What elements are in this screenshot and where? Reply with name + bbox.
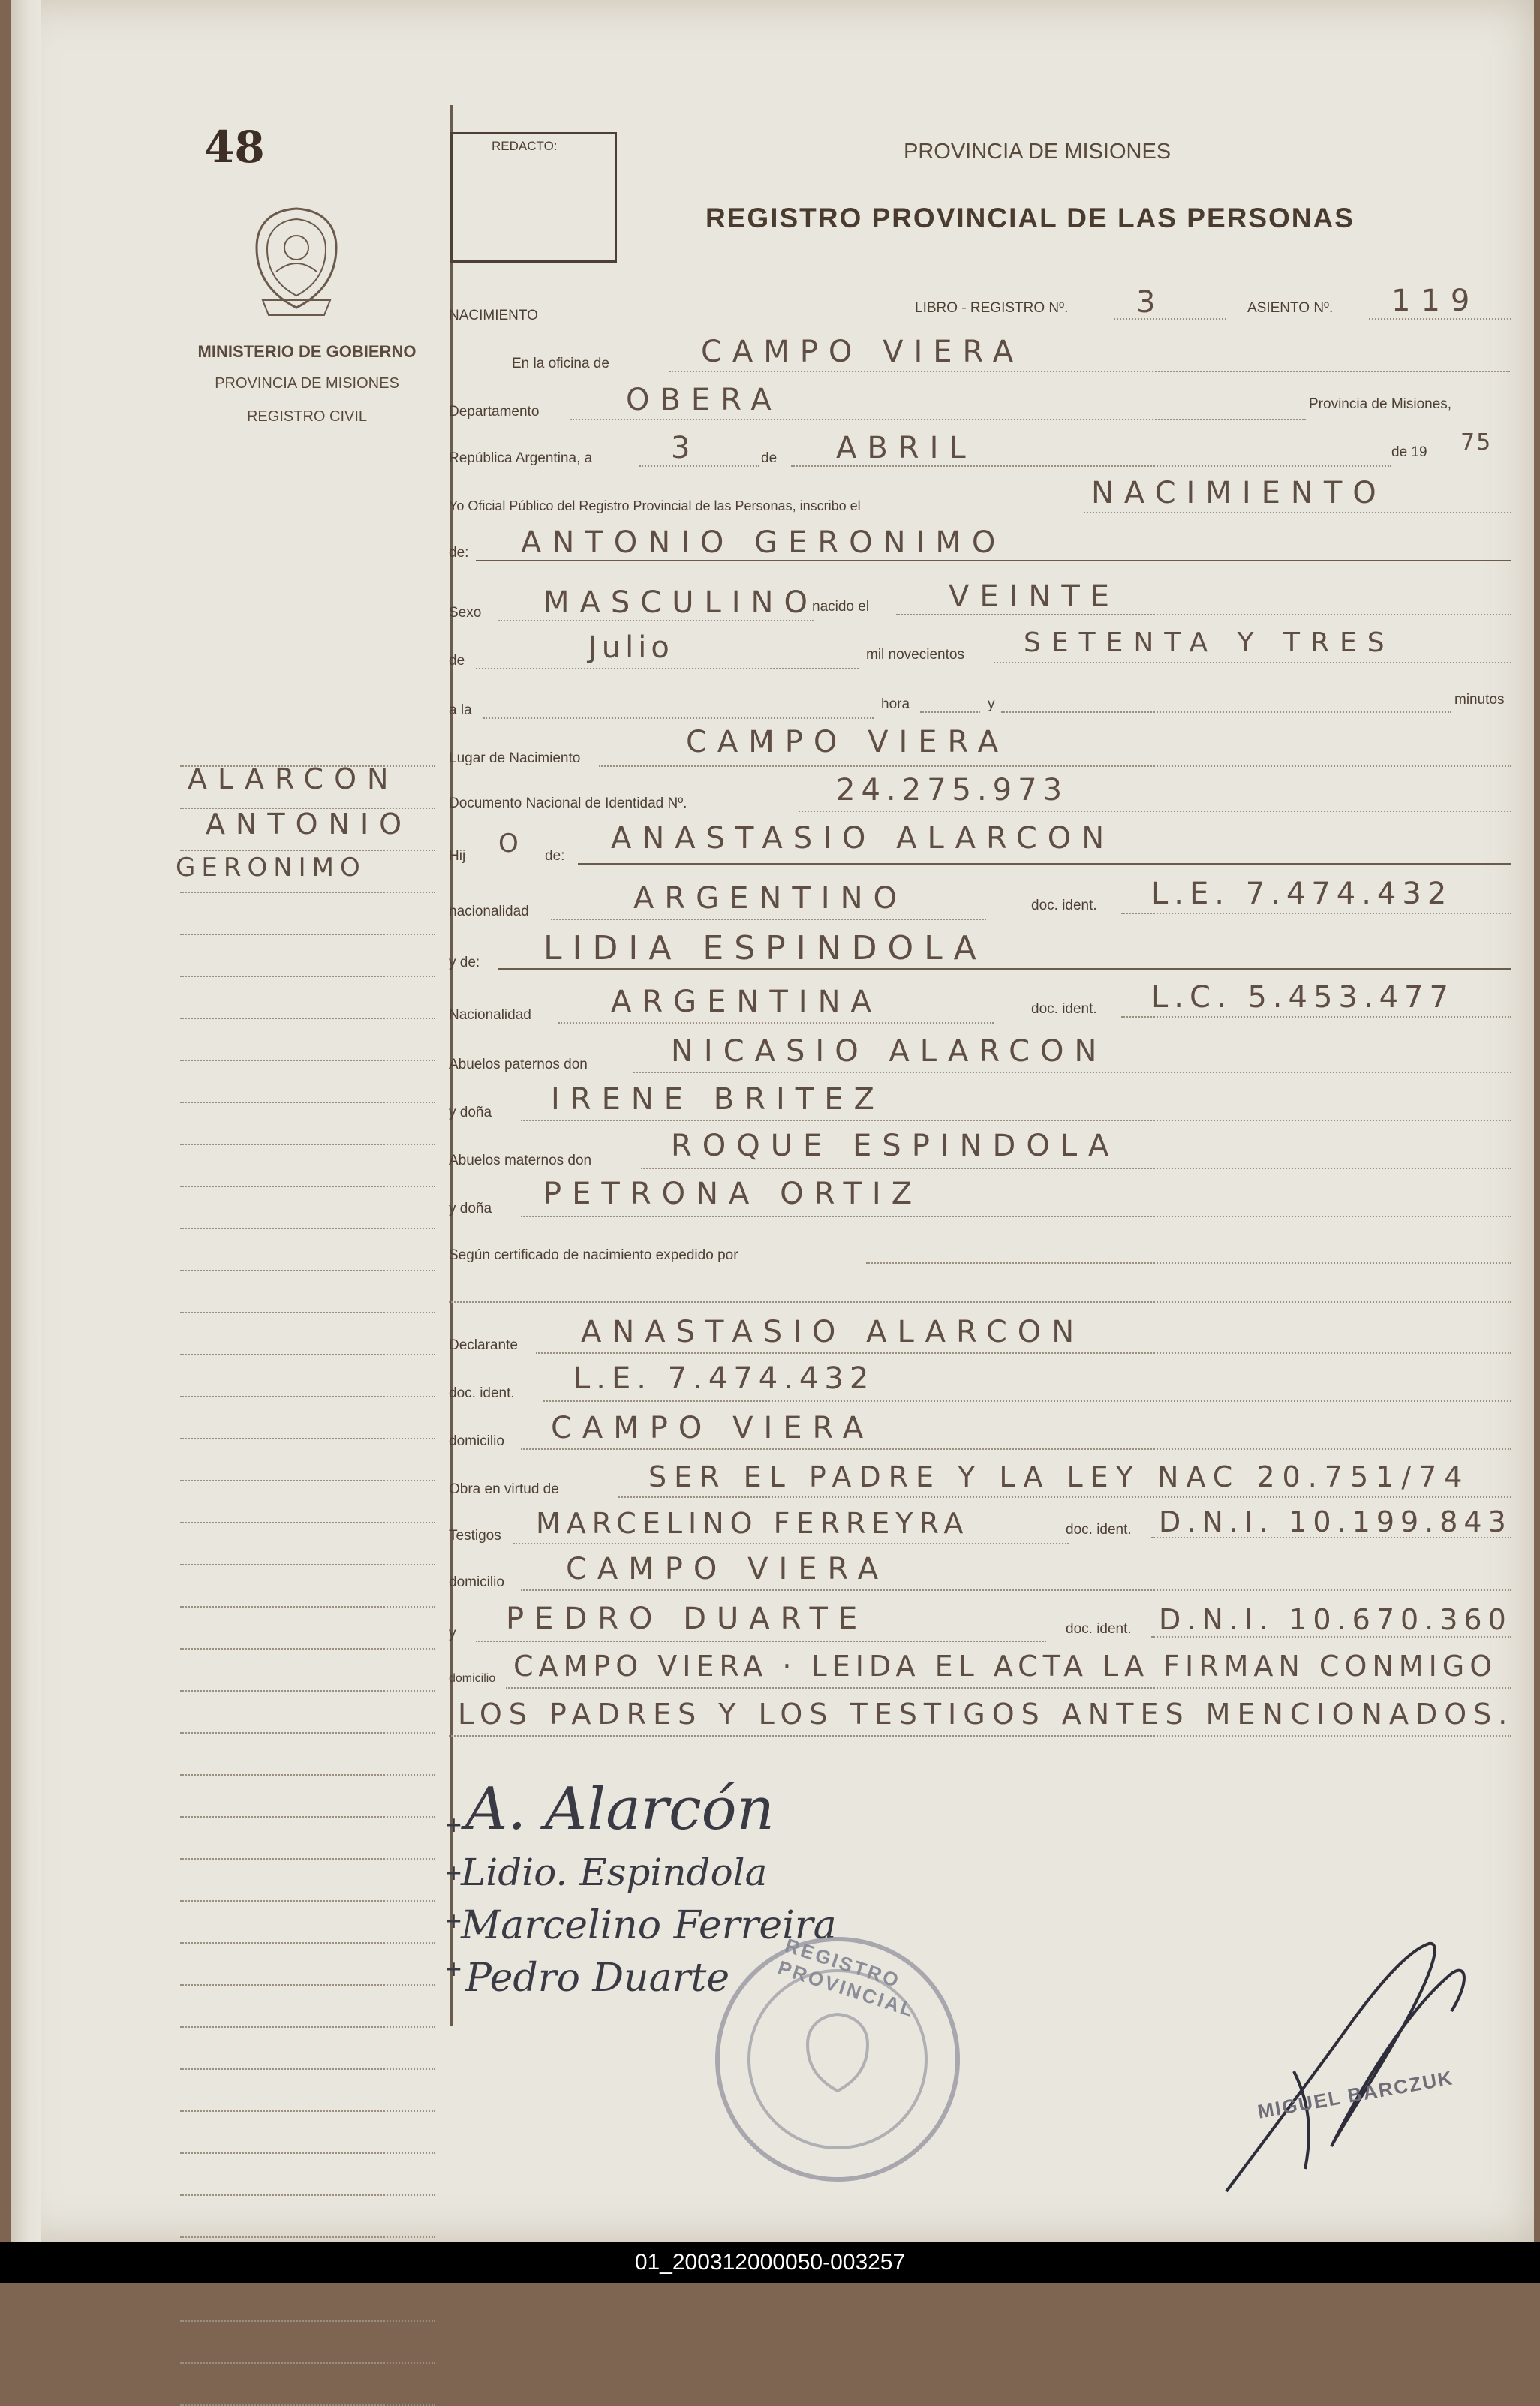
margin-ruled-line [180, 892, 435, 893]
republica-label: República Argentina, a [449, 450, 593, 466]
asiento-value: 119 [1391, 284, 1481, 318]
de-label: de [761, 450, 778, 466]
domicilio-label-3: domicilio [449, 1672, 496, 1685]
departamento-value: OBERA [626, 383, 782, 417]
oficina-label: En la oficina de [512, 356, 609, 371]
margin-note-line: ANTONIO [206, 808, 413, 841]
margin-note-line: GERONIMO [176, 853, 366, 883]
provincia-label: Provincia de Misiones, [1309, 396, 1452, 412]
nacido-label: nacido el [812, 599, 870, 615]
signature-3: Marcelino Ferreira [461, 1903, 837, 1948]
departamento-label: Departamento [449, 404, 540, 420]
libro-value: 3 [1136, 285, 1166, 320]
lugar-value: CAMPO VIERA [686, 725, 1009, 759]
margin-ruled-line [180, 1816, 435, 1818]
testigo1-doc: D.N.I. 10.199.843 [1159, 1505, 1512, 1538]
a-la-label: a la [449, 702, 472, 718]
round-stamp-text: REGISTRO PROVINCIAL [775, 1933, 919, 2022]
margin-ruled-line [180, 808, 435, 809]
year-value: 75 [1460, 429, 1493, 456]
hijo-de-label: de: [545, 848, 565, 864]
signature-marks: + + + + [446, 1809, 462, 1984]
margin-ruled-line [180, 1396, 435, 1397]
margin-ruled-line [180, 1270, 435, 1271]
oficina-value: CAMPO VIERA [701, 335, 1024, 369]
year-label: de 19 [1391, 444, 1427, 460]
margin-ruled-line [180, 1648, 435, 1650]
domicilio-label-2: domicilio [449, 1574, 504, 1590]
margin-ruled-line [180, 1060, 435, 1061]
father-nationality: ARGENTINO [633, 881, 907, 916]
official-signature [1181, 1921, 1496, 2206]
segun-label: Según certificado de nacimiento expedido por [449, 1247, 738, 1263]
margin-ruled-line [180, 1102, 435, 1103]
declarante-doc-label: doc. ident. [449, 1385, 515, 1401]
y-test-label: y [449, 1626, 456, 1641]
redacto-label: REDACTO: [492, 139, 558, 153]
y-dona-label-2: y doña [449, 1201, 492, 1217]
left-province-label: PROVINCIA DE MISIONES [215, 375, 399, 392]
minutos-label: minutos [1454, 692, 1505, 708]
declarante-value: ANASTASIO ALARCON [581, 1315, 1085, 1349]
mother-name: LIDIA ESPINDOLA [543, 929, 987, 967]
margin-ruled-line [180, 2026, 435, 2028]
father-name: ANASTASIO ALARCON [611, 821, 1115, 856]
coat-of-arms-icon [240, 203, 353, 323]
margin-ruled-line [180, 976, 435, 977]
dni-label: Documento Nacional de Identidad Nº. [449, 795, 687, 811]
doc-ident-label-2: doc. ident. [1031, 1001, 1097, 1017]
y-label: y [988, 696, 995, 712]
signature-4: Pedro Duarte [465, 1956, 730, 2001]
margin-ruled-line [180, 1186, 435, 1187]
libro-label: LIBRO - REGISTRO Nº. [915, 300, 1069, 316]
domicilio-label: domicilio [449, 1433, 504, 1449]
image-id-footer: 01_200312000050-003257 [0, 2242, 1540, 2283]
header-title: REGISTRO PROVINCIAL DE LAS PERSONAS [705, 203, 1355, 233]
mother-doc: L.C. 5.453.477 [1151, 980, 1454, 1015]
obra-value: SER EL PADRE Y LA LEY NAC 20.751/74 [648, 1460, 1470, 1493]
obra-label: Obra en virtud de [449, 1481, 559, 1497]
closing-line: LOS PADRES Y LOS TESTIGOS ANTES MENCIONADOS. [458, 1698, 1514, 1731]
margin-ruled-line [180, 1144, 435, 1145]
page-spine [11, 0, 41, 2242]
abuelos-maternos-label: Abuelos maternos don [449, 1153, 592, 1168]
maternal-grandmother: PETRONA ORTIZ [543, 1177, 923, 1211]
left-registry-label: REGISTRO CIVIL [246, 408, 368, 425]
inscribo-value: NACIMIENTO [1091, 476, 1387, 510]
sexo-label: Sexo [449, 605, 482, 621]
header-province: PROVINCIA DE MISIONES [904, 140, 1172, 164]
declarante-doc: L.E. 7.474.432 [573, 1361, 875, 1396]
birth-year-words: SETENTA Y TRES [1024, 627, 1395, 658]
declarante-label: Declarante [449, 1337, 518, 1353]
margin-ruled-line [180, 2320, 435, 2322]
margin-ruled-line [180, 1690, 435, 1692]
nacionalidad2-label: Nacionalidad [449, 1007, 531, 1023]
mother-nationality: ARGENTINA [611, 985, 882, 1019]
day-value: 3 [671, 431, 701, 465]
margin-ruled-line [180, 2362, 435, 2364]
margin-ruled-line [180, 1732, 435, 1734]
margin-ruled-line [180, 1564, 435, 1565]
asiento-label: ASIENTO Nº. [1247, 300, 1334, 316]
margin-ruled-line [180, 850, 435, 851]
margin-ruled-line [180, 1774, 435, 1776]
margin-ruled-line [180, 1018, 435, 1019]
month-value: ABRIL [836, 431, 976, 465]
document-page [11, 0, 1534, 2242]
official-stamp: MIGUEL BARCZUK [1256, 2066, 1455, 2123]
hijo-label: Hij [449, 848, 466, 864]
mil-label: mil novecientos [866, 647, 964, 663]
margin-ruled-line [180, 1942, 435, 1944]
testigo2-domicilio: CAMPO VIERA · LEIDA EL ACTA LA FIRMAN CONMIGO [513, 1650, 1498, 1683]
declarante-domicilio: CAMPO VIERA [551, 1411, 874, 1445]
margin-ruled-line [180, 1858, 435, 1860]
margin-ruled-line [180, 934, 435, 935]
dni-value: 24.275.973 [836, 773, 1069, 808]
father-doc: L.E. 7.474.432 [1151, 877, 1453, 911]
margin-ruled-line [180, 2194, 435, 2196]
margin-ruled-line [180, 1228, 435, 1229]
margin-ruled-line [180, 1984, 435, 1986]
lugar-label: Lugar de Nacimiento [449, 750, 581, 766]
margin-ruled-line [180, 1480, 435, 1481]
margin-ruled-line [180, 2152, 435, 2154]
person-name: ANTONIO GERONIMO [521, 525, 1006, 560]
paternal-grandfather: NICASIO ALARCON [671, 1034, 1108, 1069]
maternal-grandfather: ROQUE ESPINDOLA [671, 1129, 1120, 1163]
testigos-label: Testigos [449, 1528, 501, 1544]
oficial-label: Yo Oficial Público del Registro Provincial de las Personas, inscribo el [449, 498, 861, 513]
testigo1: MARCELINO FERREYRA [536, 1507, 970, 1540]
margin-ruled-line [180, 765, 435, 767]
signature-2: Lidio. Espindola [461, 1851, 768, 1894]
sexo-value: MASCULINO [543, 585, 818, 620]
margin-ruled-line [180, 2110, 435, 2112]
redacto-box [450, 132, 617, 263]
testigo2-doc: D.N.I. 10.670.360 [1159, 1603, 1512, 1636]
de-person-label: de: [449, 545, 469, 561]
margin-ruled-line [180, 1312, 435, 1313]
round-stamp [710, 1932, 965, 2187]
abuelos-paternos-label: Abuelos paternos don [449, 1057, 588, 1072]
doc-ident-label: doc. ident. [1031, 898, 1097, 913]
testigo1-domicilio: CAMPO VIERA [566, 1552, 889, 1586]
nacionalidad-label: nacionalidad [449, 904, 529, 919]
margin-ruled-line [180, 1438, 435, 1439]
testigo2: PEDRO DUARTE [506, 1601, 868, 1636]
birth-month: Julio [588, 630, 674, 665]
act-type-label: NACIMIENTO [449, 308, 538, 323]
y-de-label: y de: [449, 955, 480, 970]
margin-ruled-line [180, 1606, 435, 1608]
ministry-label: MINISTERIO DE GOBIERNO [197, 342, 417, 361]
margin-ruled-line [180, 1522, 435, 1523]
de-month-label: de [449, 653, 465, 669]
paternal-grandmother: IRENE BRITEZ [551, 1082, 885, 1117]
y-dona-label: y doña [449, 1105, 492, 1120]
margin-ruled-line [180, 2068, 435, 2070]
page-number: 48 [204, 122, 265, 173]
signature-1: A. Alarcón [465, 1776, 775, 1843]
doc-ident-label-3: doc. ident. [1066, 1522, 1132, 1538]
margin-ruled-line [180, 1354, 435, 1355]
hijo-suffix: O [498, 829, 529, 859]
doc-ident-label-4: doc. ident. [1066, 1621, 1132, 1637]
margin-note-line: ALARCON [188, 762, 399, 795]
margin-ruled-line [180, 1900, 435, 1902]
nacido-value: VEINTE [949, 579, 1120, 614]
hora-label: hora [881, 696, 910, 712]
margin-ruled-line [180, 2236, 435, 2238]
